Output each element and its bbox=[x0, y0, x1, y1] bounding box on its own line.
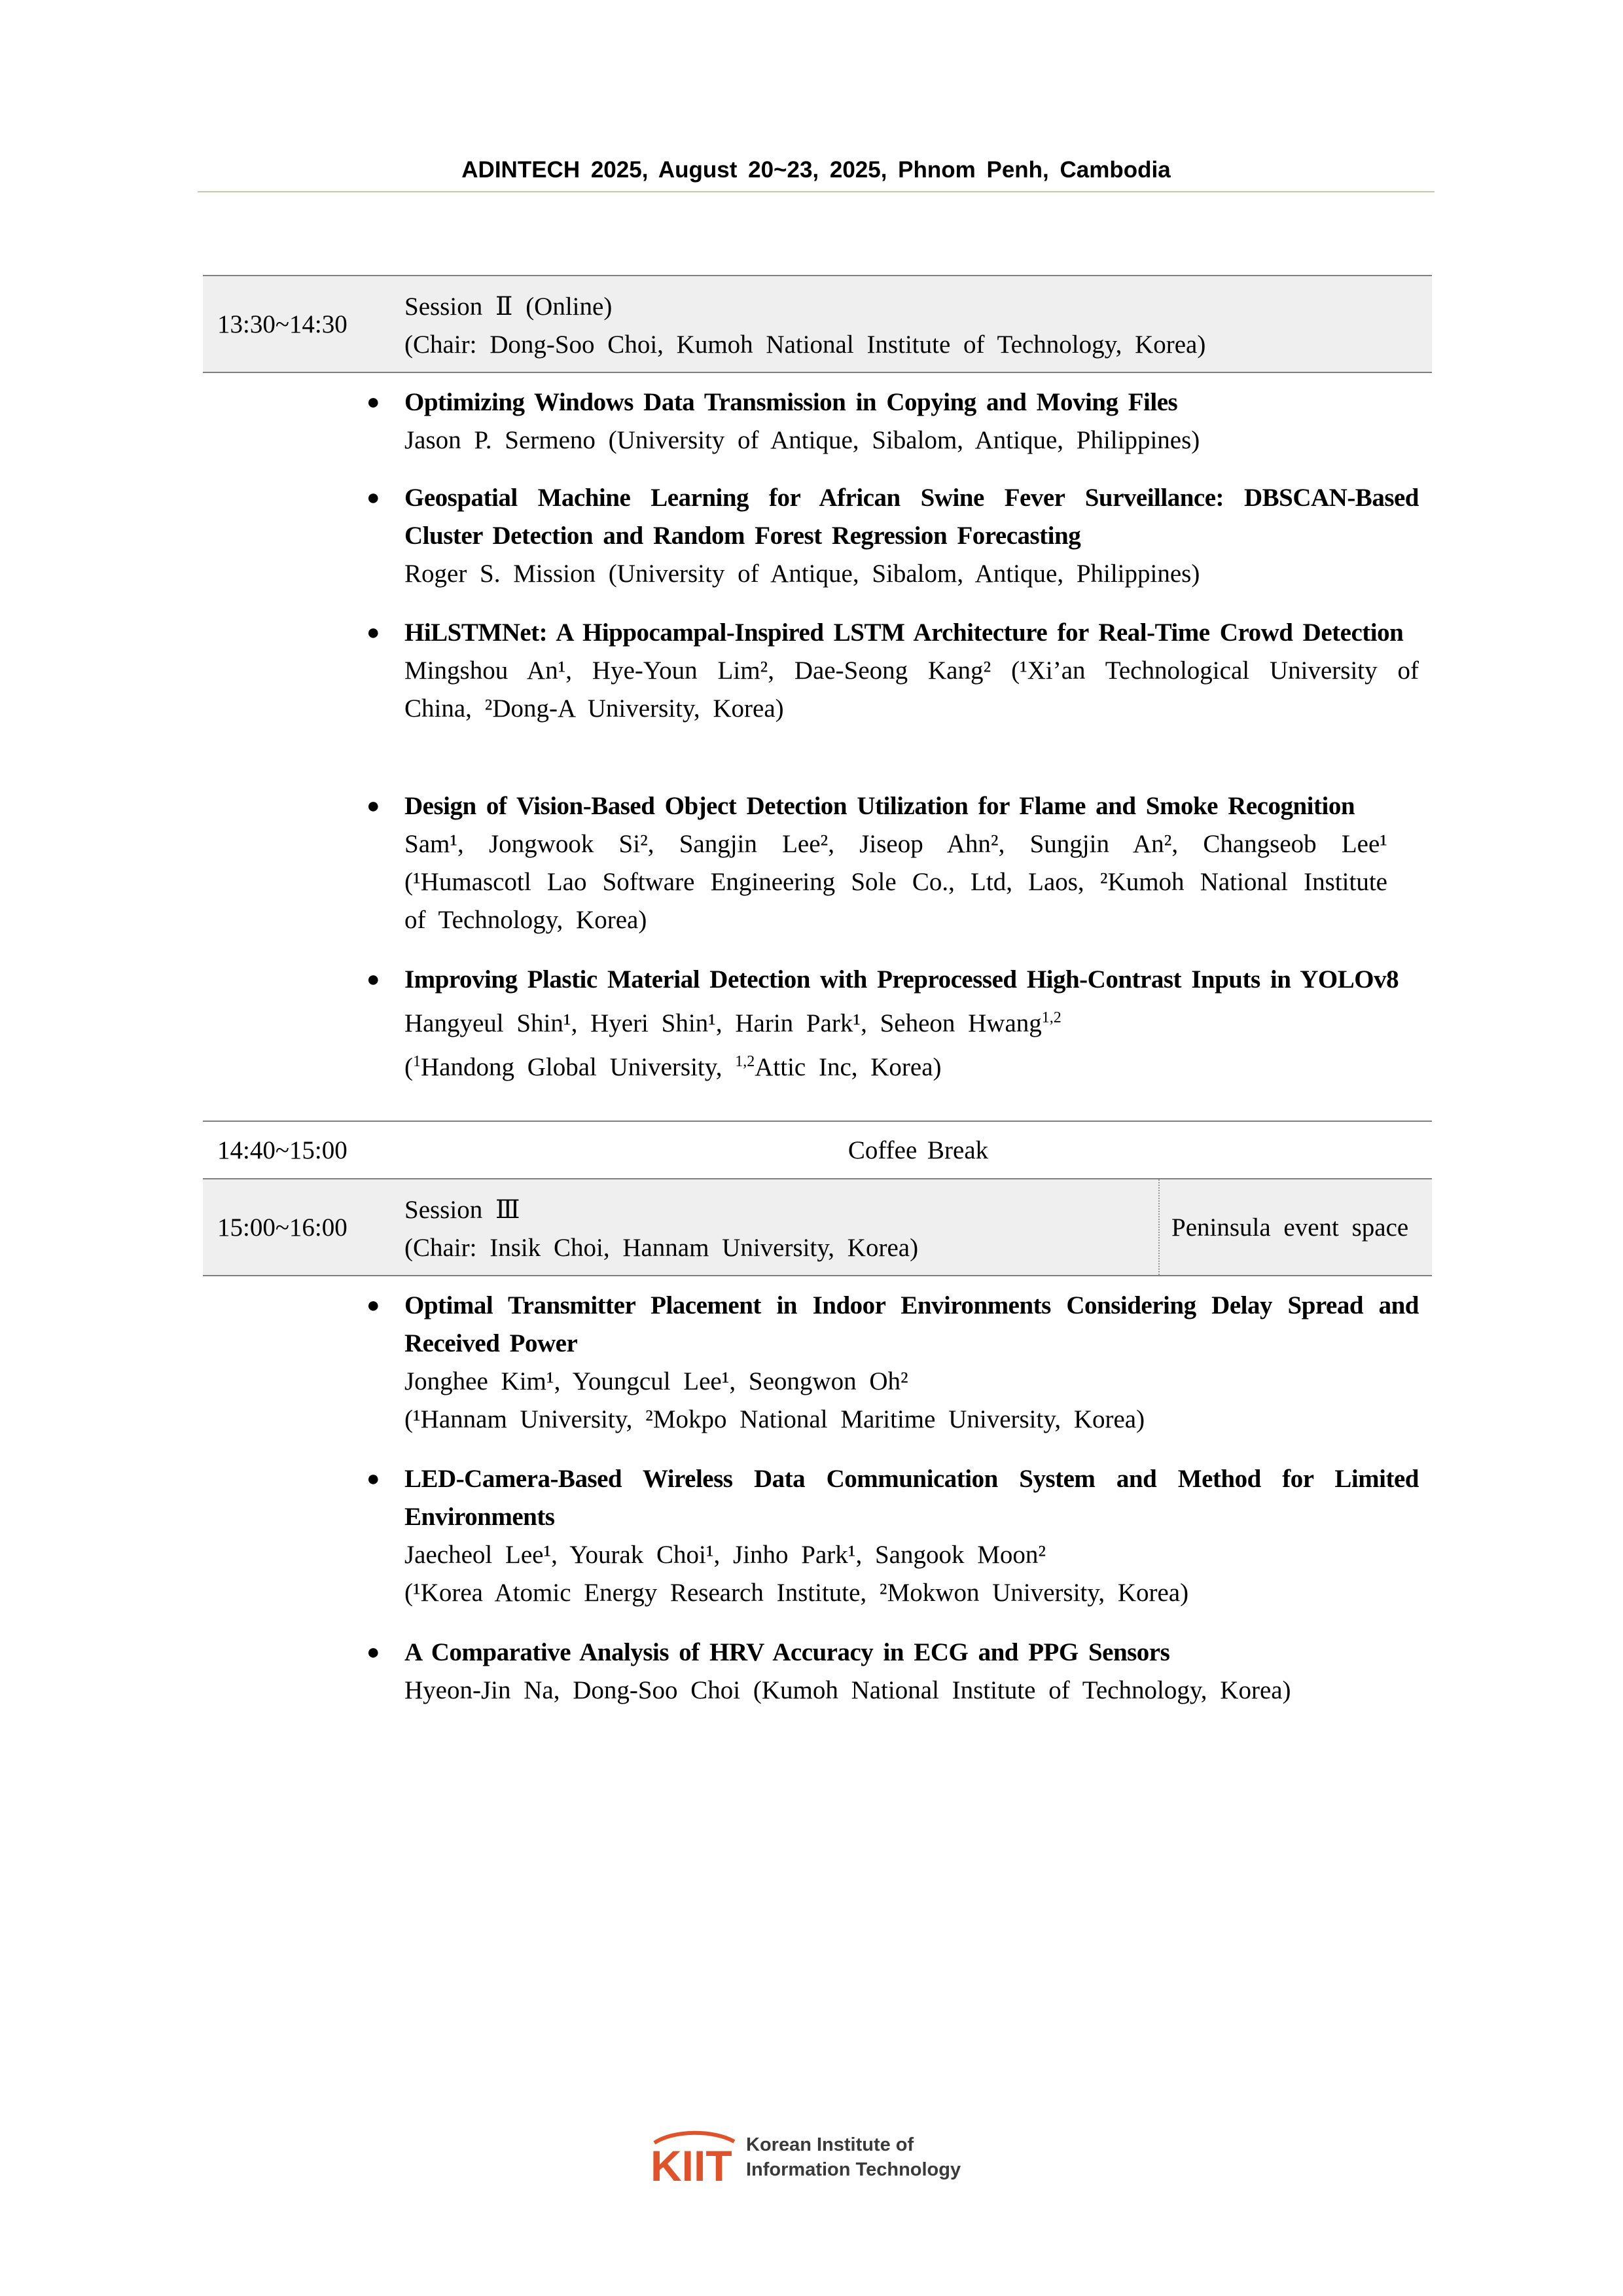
paper-title: Design of Vision-Based Object Detection Utilization for Flame and Smoke Recognition bbox=[404, 792, 1355, 820]
paper-authors: Roger S. Mission (University of Antique, Sibalom, Antique, Philippines) bbox=[404, 560, 1200, 588]
bullet-icon: ● bbox=[366, 620, 380, 645]
paper-title: HiLSTMNet: A Hippocampal-Inspired LSTM Architecture for Real-Time Crowd Detection bbox=[404, 619, 1404, 647]
paren-open: ( bbox=[404, 1053, 413, 1081]
affiliation-text: Handong Global University, bbox=[421, 1053, 736, 1081]
footer-logo bbox=[648, 2128, 1001, 2186]
paper-title: LED-Camera-Based Wireless Data Communication System and Method for Limited Environments bbox=[404, 1465, 1419, 1531]
paper-item bbox=[366, 384, 1419, 459]
paper-item bbox=[366, 479, 1419, 593]
bullet-icon: ● bbox=[366, 1293, 380, 1318]
org-line-1: Korean Institute of bbox=[746, 2134, 914, 2155]
paper-title: Geospatial Machine Learning for African Swine Fever Surveillance: DBSCAN-Based Cluster Detection and Random Forest Regression Forecasting bbox=[404, 484, 1419, 550]
bullet-icon: ● bbox=[366, 1467, 380, 1491]
session-2-row bbox=[203, 275, 1432, 373]
paper-affiliations: (¹Hannam University, ²Mokpo National Maritime University, Korea) bbox=[404, 1405, 1145, 1433]
affiliation-sup: 1,2 bbox=[1041, 1009, 1061, 1026]
coffee-break-label: Coffee Break bbox=[847, 1136, 989, 1164]
paper-authors bbox=[404, 999, 1419, 1043]
bullet-icon: ● bbox=[366, 1640, 380, 1664]
paper-title: Improving Plastic Material Detection with Preprocessed High-Contrast Inputs in YOLOv8 bbox=[404, 965, 1399, 994]
session-2-time: 13:30~14:30 bbox=[217, 310, 348, 338]
page-header: ADINTECH 2025, August 20~23, 2025, Phnom Penh, Cambodia bbox=[198, 149, 1435, 192]
footer-org-name bbox=[746, 2132, 961, 2182]
paper-item bbox=[366, 1634, 1419, 1710]
session-3-chair: (Chair: Insik Choi, Hannam University, Korea) bbox=[404, 1234, 919, 1262]
paper-authors: Jason P. Sermeno (University of Antique, Sibalom, Antique, Philippines) bbox=[404, 426, 1200, 454]
coffee-break-row bbox=[203, 1121, 1432, 1179]
paper-authors: Mingshou An¹, Hye-Youn Lim², Dae-Seong Kang² (¹Xi’an Technological University of China, ²Dong-A University, Korea) bbox=[404, 656, 1419, 723]
paper-item bbox=[366, 1287, 1419, 1439]
paper-item bbox=[366, 1460, 1419, 1612]
paper-authors: Jonghee Kim¹, Youngcul Lee¹, Seongwon Oh² bbox=[404, 1367, 908, 1395]
paper-title: Optimizing Windows Data Transmission in Copying and Moving Files bbox=[404, 388, 1178, 416]
bullet-icon: ● bbox=[366, 390, 380, 414]
paper-item bbox=[366, 787, 1387, 939]
paper-title: A Comparative Analysis of HRV Accuracy in ECG and PPG Sensors bbox=[404, 1638, 1170, 1666]
paper-item bbox=[366, 614, 1419, 728]
session-3-location: Peninsula event space bbox=[1158, 1179, 1408, 1275]
bullet-icon: ● bbox=[366, 967, 380, 992]
logo-mark: KIIT bbox=[651, 2142, 732, 2186]
authors-text: Hangyeul Shin¹, Hyeri Shin¹, Harin Park¹, Seheon Hwang bbox=[404, 1009, 1042, 1037]
session-2-chair: (Chair: Dong-Soo Choi, Kumoh National Institute of Technology, Korea) bbox=[404, 331, 1206, 359]
paper-affiliations: (¹Korea Atomic Energy Research Institute, ²Mokwon University, Korea) bbox=[404, 1579, 1189, 1607]
affiliation-text: Attic Inc, Korea) bbox=[755, 1053, 942, 1081]
session-3-title: Session Ⅲ bbox=[404, 1196, 520, 1224]
session-3-row bbox=[203, 1178, 1432, 1276]
paper-authors: Sam¹, Jongwook Si², Sangjin Lee², Jiseop Ahn², Sungjin An², Changseob Lee¹ (¹Humascotl Lao Software Engineering Sole Co., Ltd, Laos, ²Kumoh National Institute of Technology, Korea) bbox=[404, 830, 1387, 934]
kiit-logo-icon bbox=[648, 2128, 740, 2186]
affiliation-sup: 1,2 bbox=[735, 1053, 755, 1070]
coffee-break-time: 14:40~15:00 bbox=[217, 1136, 348, 1164]
paper-item bbox=[366, 961, 1419, 1086]
bullet-icon: ● bbox=[366, 486, 380, 510]
affiliation-sup: 1 bbox=[413, 1053, 421, 1070]
paper-authors: Jaecheol Lee¹, Yourak Choi¹, Jinho Park¹, Sangook Moon² bbox=[404, 1541, 1046, 1569]
session-2-title: Session Ⅱ (Online) bbox=[404, 293, 613, 321]
paper-authors: Hyeon-Jin Na, Dong-Soo Choi (Kumoh National Institute of Technology, Korea) bbox=[404, 1676, 1291, 1704]
paper-affiliations bbox=[404, 1043, 1419, 1086]
org-line-2: Information Technology bbox=[746, 2159, 961, 2180]
paper-title: Optimal Transmitter Placement in Indoor Environments Considering Delay Spread and Received Power bbox=[404, 1291, 1419, 1357]
bullet-icon: ● bbox=[366, 794, 380, 818]
session-3-time: 15:00~16:00 bbox=[217, 1213, 348, 1242]
